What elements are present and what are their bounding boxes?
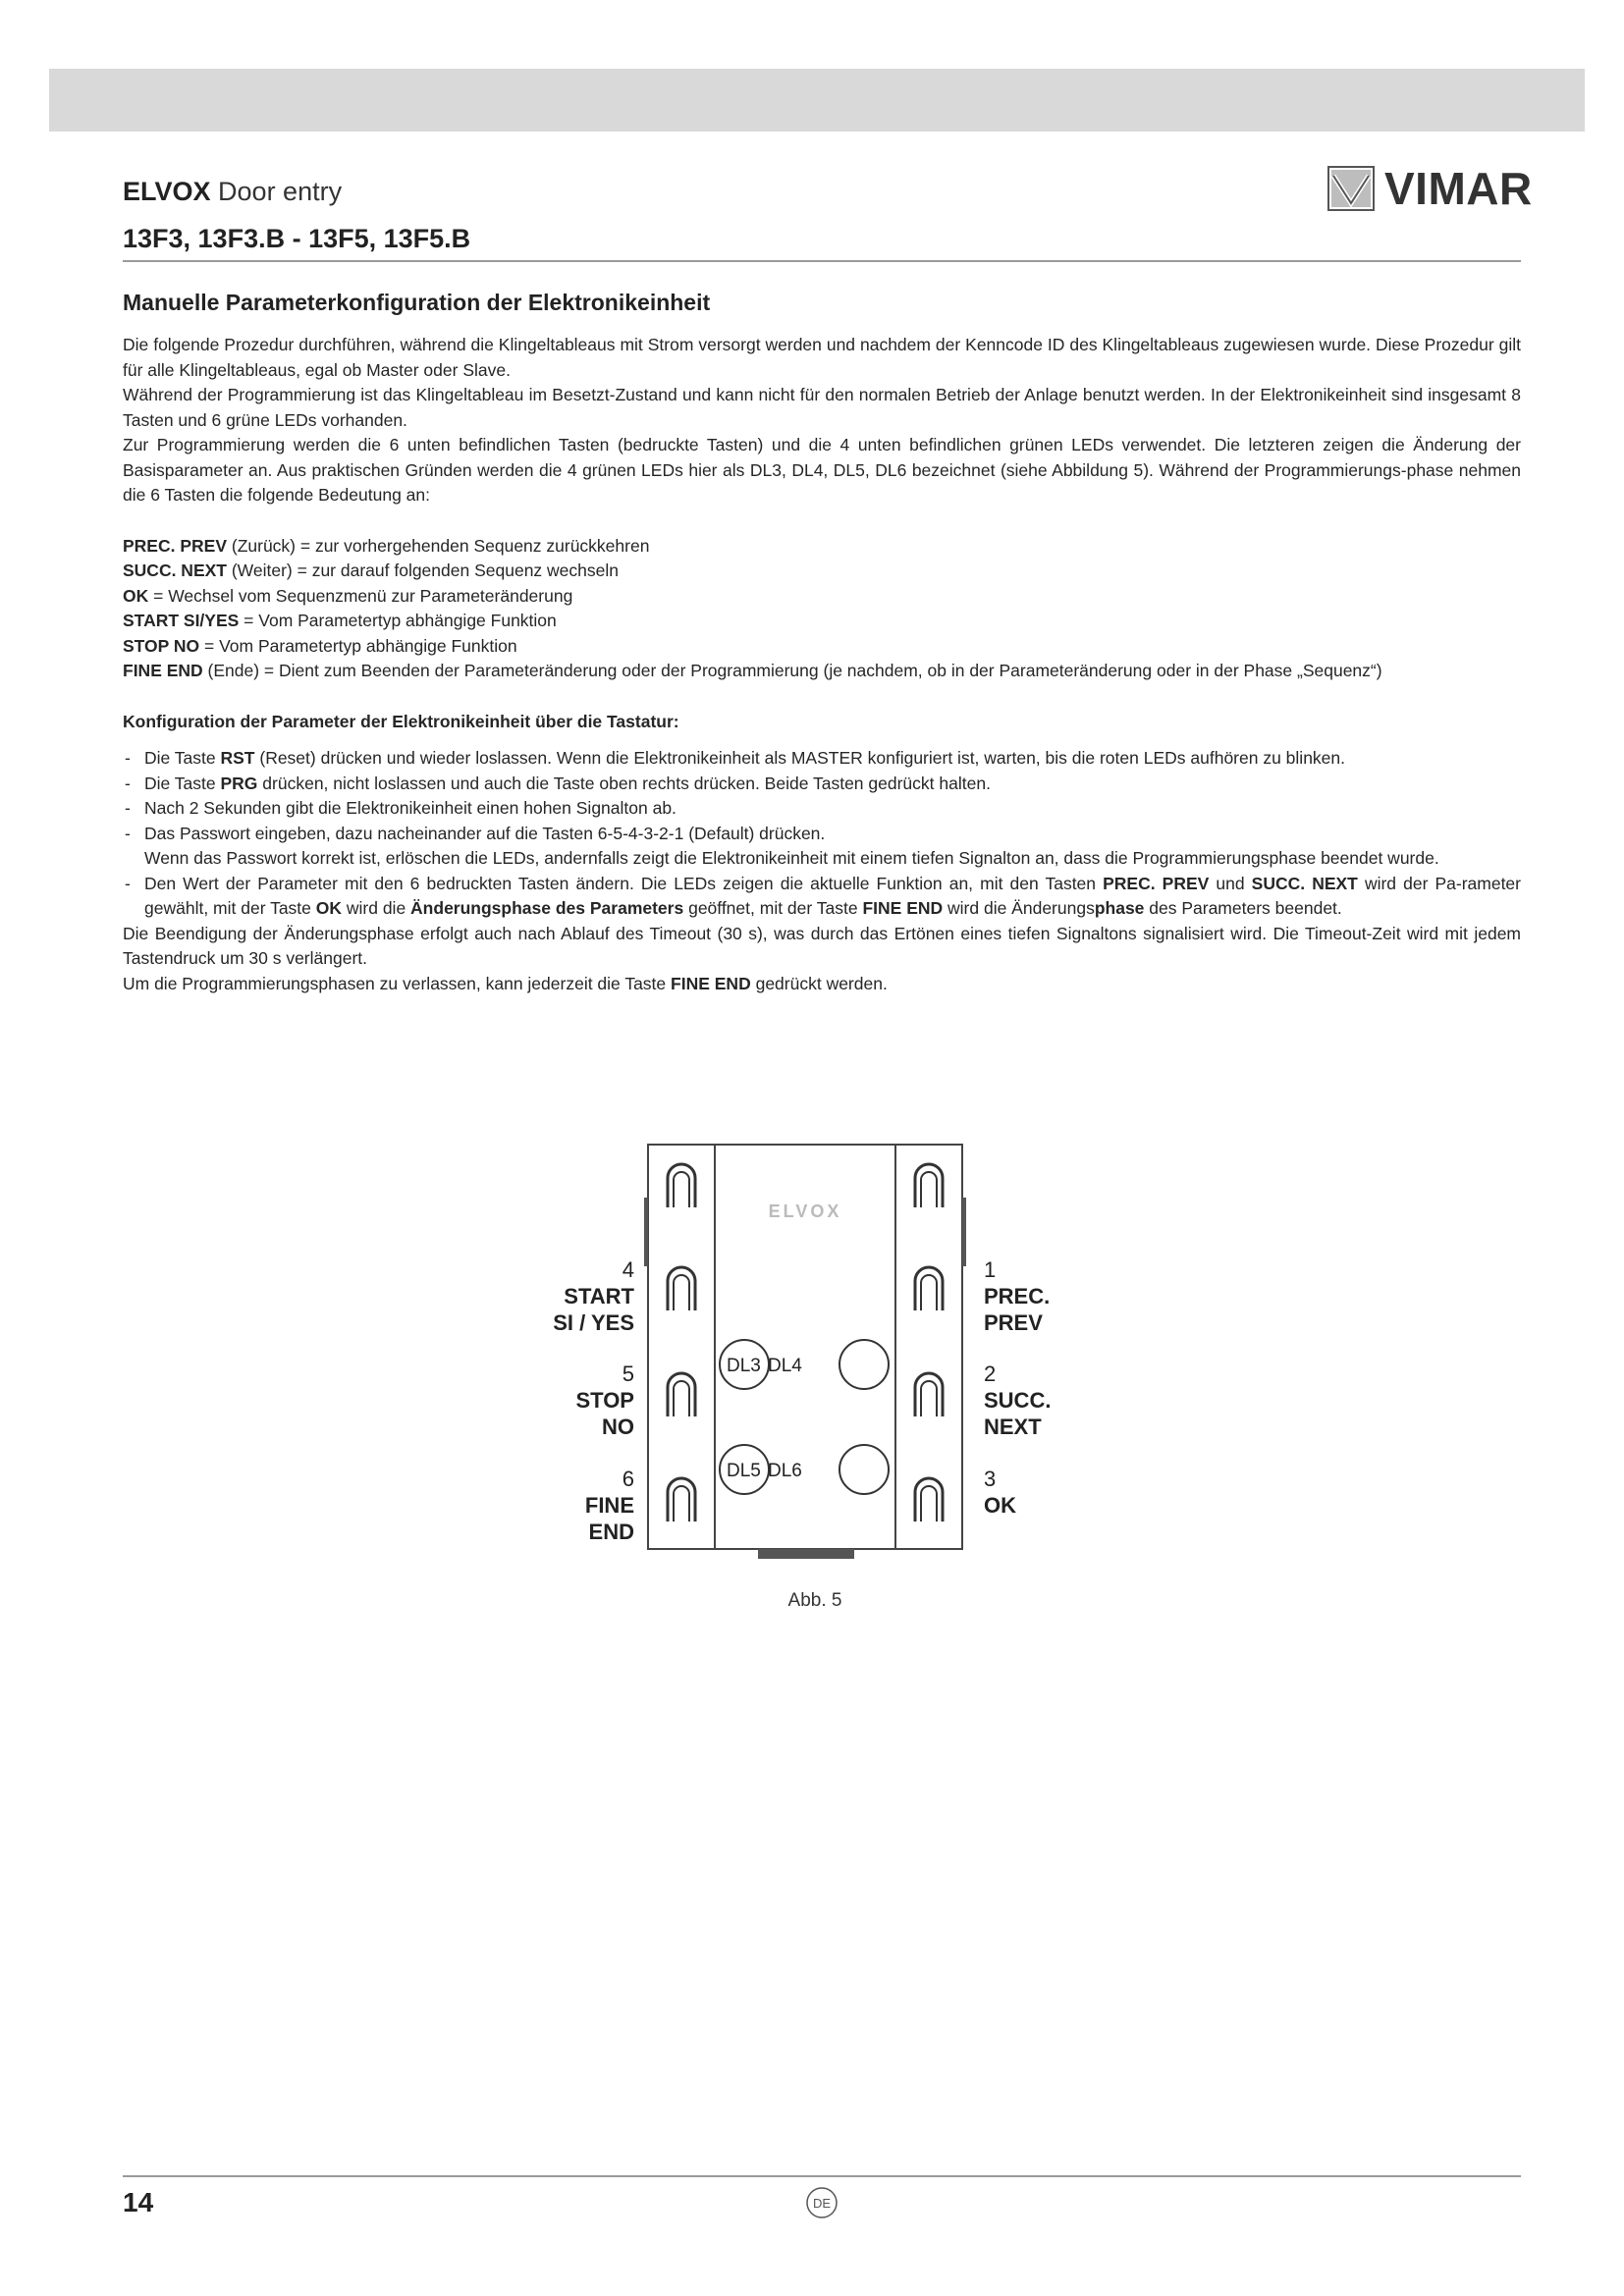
- panel-logo: ELVOX: [768, 1201, 842, 1221]
- header-divider: [123, 260, 1521, 262]
- panel-connector: [758, 1549, 854, 1559]
- after-paragraph: Um die Programmierungsphasen zu verlassen, kann jederzeit die Taste FINE END gedrückt werden.: [123, 973, 888, 993]
- vimar-logo: [1327, 163, 1533, 214]
- key-definitions: [123, 534, 1521, 684]
- header-band: [49, 69, 1585, 132]
- figure-caption: Abb. 5: [787, 1590, 842, 1611]
- step-item: - Die Taste PRG drücken, nicht loslassen und auch die Taste oben rechts drücken. Beide Tasten gedrückt halten.: [123, 772, 1521, 797]
- definition-item: FINE END (Ende) = Dient zum Beenden der Parameteränderung oder der Programmierung (je nachdem, ob in der Parameteränderung oder in der Phase „Sequenz“): [123, 661, 1382, 680]
- config-steps: [123, 746, 1521, 922]
- step-item: - Den Wert der Parameter mit den 6 bedruckten Tasten ändern. Die LEDs zeigen die aktuelle Funktion an, mit den Tasten PREC. PREV und SUCC. NEXT wird der Pa-rameter gewählt, mit der Taste OK wird die Änderungsphase des Parameters geöffnet, mit der Taste FINE END wird die Änderungsphase des Parameters beendet.: [123, 872, 1521, 922]
- led-label-dl4: DL4: [768, 1356, 802, 1376]
- definition-item: SUCC. NEXT (Weiter) = zur darauf folgenden Sequenz wechseln: [123, 561, 619, 580]
- vimar-logo-text: VIMAR: [1384, 163, 1533, 214]
- figure-abb5: [530, 1139, 1100, 1629]
- label-button-2: 2 SUCC. NEXT: [984, 1362, 1052, 1439]
- svg-text:DE: DE: [812, 2196, 832, 2211]
- intro-paragraph: Die folgende Prozedur durchführen, während die Klingeltableaus mit Strom versorgt werden und nachdem der Kenncode ID des Klingeltableaus zugewiesen wurde. Diese Prozedur gilt für alle Klingeltableaus, egal ob Master oder Slave.: [123, 335, 1521, 380]
- label-button-3: 3 OK: [984, 1467, 1016, 1518]
- intro-paragraph: Zur Programmierung werden die 6 unten befindlichen Tasten (bedruckte Tasten) und die 4 unten befindlichen grünen LEDs verwendet. Die letzteren zeigen die Änderung der Basisparameter an. Aus praktischen Gründen werden die 4 grünen LEDs hier als DL3, DL4, DL5, DL6 bezeichnet (siehe Abbildung 5). Während der Programmierungs-phase nehmen die 6 Tasten die folgende Bedeutung an:: [123, 435, 1521, 505]
- page-number: 14: [123, 2187, 154, 2217]
- model-title: 13F3, 13F3.B - 13F5, 13F5.B: [123, 224, 471, 253]
- led-label-dl6: DL6: [768, 1461, 802, 1481]
- main-content: [123, 288, 1521, 996]
- label-button-6: 6 FINE END: [584, 1467, 634, 1544]
- led-label-dl3: DL3: [727, 1356, 761, 1376]
- step-item: - Die Taste RST (Reset) drücken und wieder loslassen. Wenn die Elektronikeinheit als MASTER konfiguriert ist, warten, bis die roten LEDs aufhören zu blinken.: [123, 746, 1521, 772]
- language-de-icon: [805, 2186, 839, 2219]
- brand-title: ELVOX Door entry: [123, 177, 343, 206]
- label-button-5: 5 STOP NO: [575, 1362, 634, 1439]
- label-button-1: 1 PREC. PREV: [984, 1257, 1051, 1335]
- definition-item: PREC. PREV (Zurück) = zur vorhergehenden Sequenz zurückkehren: [123, 535, 650, 556]
- footer-divider: [123, 2175, 1521, 2177]
- led-label-dl5: DL5: [727, 1461, 761, 1481]
- step-item: - Nach 2 Sekunden gibt die Elektronikeinheit einen hohen Signalton ab.: [123, 796, 1521, 822]
- step-item: - Das Passwort eingeben, dazu nacheinander auf die Tasten 6-5-4-3-2-1 (Default) drücken. Wenn das Passwort korrekt ist, erlöschen die LEDs, andernfalls zeigt die Elektronikeinheit mit einem tiefen Signalton an, dass die Programmierungsphase beendet wurde.: [123, 822, 1521, 872]
- definition-item: OK = Wechsel vom Sequenzmenü zur Parameteränderung: [123, 585, 573, 606]
- definition-item: START SI/YES = Vom Parametertyp abhängige Funktion: [123, 611, 557, 630]
- definition-item: STOP NO = Vom Parametertyp abhängige Funktion: [123, 635, 517, 656]
- after-paragraph: Die Beendigung der Änderungsphase erfolgt auch nach Ablauf des Timeout (30 s), was durch das Ertönen eines tiefen Signaltons signalisiert wird. Die Timeout-Zeit wird mit jedem Tastendruck um 30 s verlängert.: [123, 923, 1521, 968]
- label-button-4: 4 START SI / YES: [553, 1257, 634, 1335]
- intro-paragraph: Während der Programmierung ist das Klingeltableau im Besetzt-Zustand und kann nicht für den normalen Betrieb der Anlage benutzt werden. In der Elektronikeinheit sind insgesamt 8 Tasten und 6 grüne LEDs vorhanden.: [123, 385, 1521, 430]
- vimar-logo-icon: [1327, 166, 1375, 211]
- section-title: Manuelle Parameterkonfiguration der Elektronikeinheit: [123, 290, 711, 315]
- config-title: Konfiguration der Parameter der Elektronikeinheit über die Tastatur:: [123, 711, 679, 731]
